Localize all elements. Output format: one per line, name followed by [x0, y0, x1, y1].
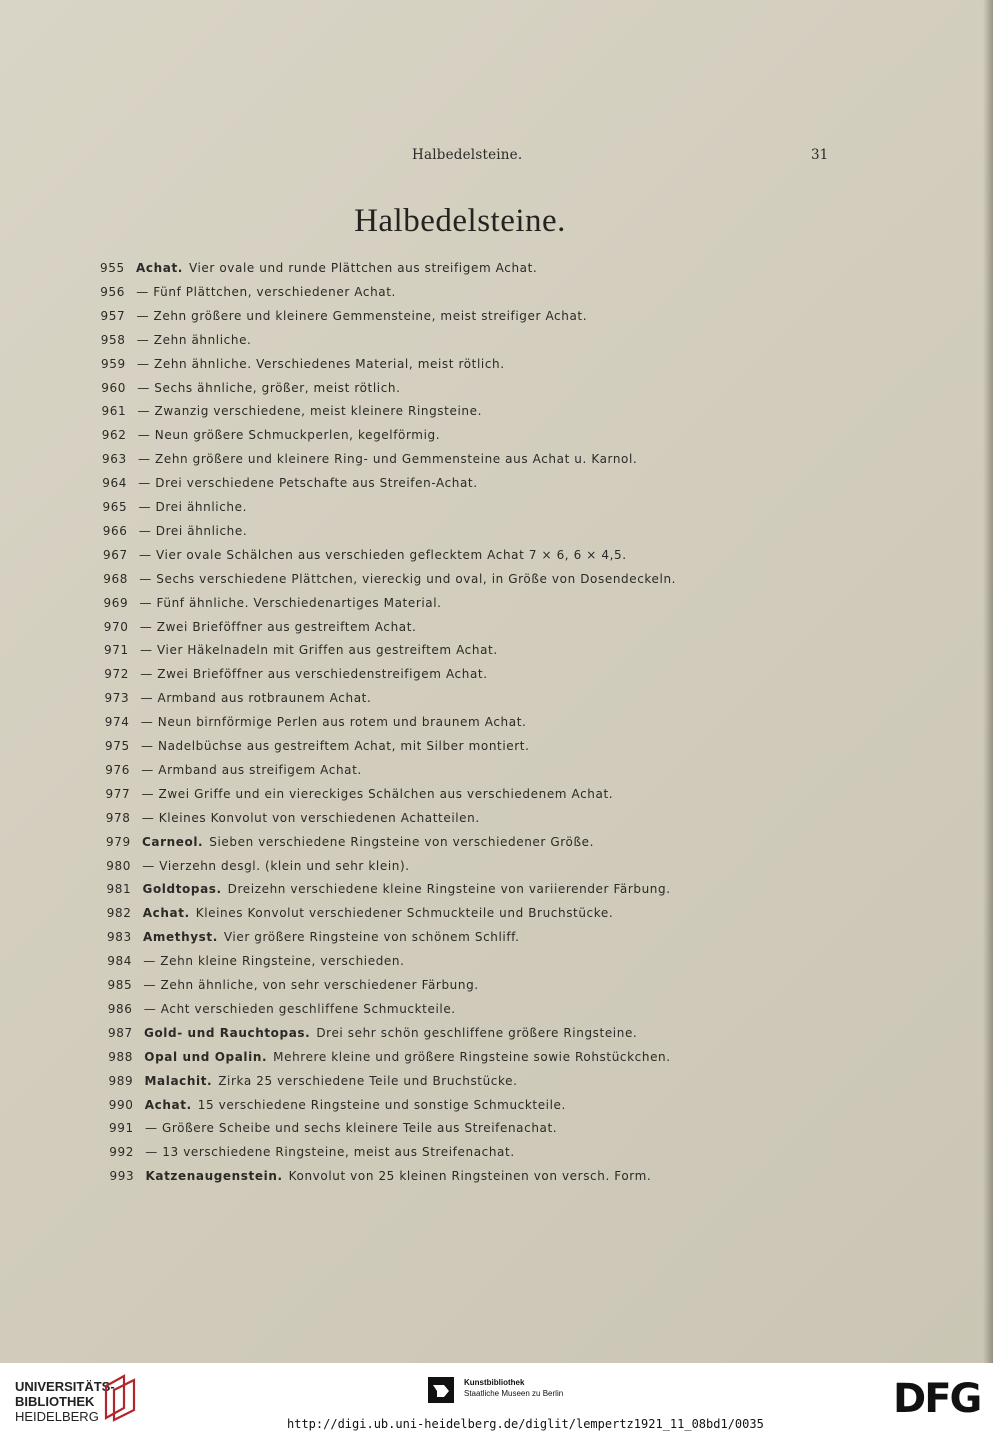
- entry-number: 974: [104, 715, 130, 730]
- entry-text: Kleines Konvolut verschiedener Schmuckteile und Bruchstücke.: [195, 906, 614, 921]
- entry-number: 989: [108, 1073, 134, 1088]
- entry-number: 964: [102, 476, 128, 491]
- entry-lead-term: Achat.: [144, 1097, 192, 1112]
- entry-number: 961: [101, 404, 127, 419]
- catalog-entry: [107, 879, 671, 899]
- catalog-entry: [109, 1095, 566, 1115]
- entry-lead-term: Katzenaugenstein.: [145, 1169, 283, 1184]
- kunstbibliothek-icon: [428, 1377, 454, 1403]
- ub-line-1: UNIVERSITÄTS-: [15, 1379, 115, 1394]
- entry-text: — Acht verschieden geschliffene Schmuckteile.: [143, 1001, 456, 1016]
- catalog-entry: [108, 1023, 637, 1043]
- catalog-entry: [106, 784, 614, 804]
- entry-number: 982: [106, 906, 132, 921]
- entry-text: — Zehn kleine Ringsteine, verschieden.: [143, 954, 405, 969]
- catalog-entry: [105, 712, 527, 732]
- catalog-entry: [107, 951, 404, 971]
- entry-lead-term: Achat.: [136, 261, 183, 275]
- catalog-entry: [102, 449, 637, 469]
- entry-number: 976: [105, 762, 131, 777]
- catalog-entry: [107, 927, 520, 947]
- catalog-entry: [108, 999, 456, 1019]
- entry-number: 991: [109, 1121, 134, 1136]
- entry-number: 970: [103, 619, 129, 634]
- ub-heidelberg-logo[interactable]: [15, 1379, 115, 1424]
- catalog-entry: [110, 1166, 652, 1186]
- catalog-entry: [103, 569, 676, 589]
- entry-number: 956: [100, 284, 126, 299]
- entry-text: — 13 verschiedene Ringsteine, meist aus Streifenachat.: [145, 1145, 515, 1160]
- entry-text: — Zehn größere und kleinere Ring- und Gemmensteine aus Achat u. Karnol.: [138, 452, 638, 467]
- entry-lead-term: Carneol.: [142, 834, 204, 849]
- catalog-entry: [101, 354, 505, 374]
- catalog-entry: [102, 425, 440, 445]
- running-header: Halbedelsteine.: [412, 147, 523, 163]
- entry-number: 984: [107, 954, 133, 969]
- catalog-entry: [102, 401, 482, 421]
- catalog-entry: [100, 258, 537, 278]
- entry-number: 963: [102, 452, 127, 467]
- entry-number: 971: [104, 643, 129, 658]
- catalog-entry: [104, 617, 417, 637]
- entry-number: 965: [102, 500, 128, 514]
- dfg-logo[interactable]: DFG: [893, 1376, 981, 1422]
- entry-number: 985: [107, 978, 133, 992]
- entry-text: — Zehn ähnliche, von sehr verschiedener Färbung.: [143, 978, 479, 992]
- entry-number: 967: [103, 547, 128, 562]
- catalog-entry: [106, 832, 594, 852]
- ub-emblem-icon: [102, 1372, 140, 1422]
- entry-text: — Kleines Konvolut von verschiedenen Achatteilen.: [141, 810, 480, 825]
- entry-text: — Größere Scheibe und sechs kleinere Teile aus Streifenachat.: [145, 1121, 558, 1136]
- catalog-entry: [109, 1071, 518, 1091]
- catalog-entry: [103, 497, 248, 517]
- entry-number: 977: [105, 786, 131, 801]
- catalog-entry: [101, 378, 400, 398]
- catalog-entry: [105, 736, 530, 756]
- entry-text: Mehrere kleine und größere Ringsteine sowie Rohstückchen.: [273, 1049, 671, 1064]
- entry-text: — Armband aus rotbraunem Achat.: [140, 691, 372, 706]
- entry-text: — Neun größere Schmuckperlen, kegelförmig.: [137, 428, 441, 443]
- permalink-url[interactable]: http://digi.ub.uni-heidelberg.de/diglit/lempertz1921_11_08bd1/0035: [287, 1417, 764, 1431]
- catalog-entry: [109, 1142, 514, 1162]
- entry-text: — Fünf ähnliche. Verschiedenartiges Material.: [139, 595, 442, 610]
- entry-lead-term: Opal und Opalin.: [144, 1049, 268, 1064]
- entry-number: 966: [102, 523, 128, 538]
- entry-text: Sieben verschiedene Ringsteine von verschiedener Größe.: [209, 834, 595, 849]
- catalog-entry: [101, 330, 252, 350]
- entry-number: 960: [101, 380, 127, 395]
- entry-lead-term: Malachit.: [144, 1073, 213, 1088]
- entry-number: 981: [106, 882, 132, 897]
- catalog-entry-list: [100, 258, 700, 1258]
- entry-lead-term: Goldtopas.: [142, 882, 222, 897]
- entry-text: Dreizehn verschiedene kleine Ringsteine von variierender Färbung.: [227, 882, 671, 897]
- page-number: 31: [811, 147, 829, 163]
- catalog-entry: [105, 688, 372, 708]
- entry-text: 15 verschiedene Ringsteine und sonstige Schmuckteile.: [197, 1097, 566, 1112]
- entry-number: 979: [106, 834, 131, 849]
- entry-lead-term: Gold- und Rauchtopas.: [144, 1025, 311, 1040]
- entry-number: 987: [108, 1025, 133, 1040]
- entry-text: — Drei ähnliche.: [138, 500, 247, 514]
- entry-number: 955: [100, 261, 125, 275]
- catalog-entry: [103, 545, 627, 565]
- catalog-entry: [104, 593, 442, 613]
- catalog-entry: [106, 808, 480, 828]
- entry-text: — Nadelbüchse aus gestreiftem Achat, mit Silber montiert.: [141, 739, 530, 753]
- entry-text: Vier ovale und runde Plättchen aus streifigem Achat.: [188, 261, 538, 275]
- entry-number: 972: [104, 667, 130, 682]
- catalog-entry: [102, 473, 477, 493]
- entry-text: Vier größere Ringsteine von schönem Schliff.: [223, 930, 520, 945]
- catalog-entry: [106, 856, 409, 876]
- section-title: Halbedelsteine.: [354, 203, 566, 239]
- entry-number: 962: [101, 428, 127, 443]
- entry-number: 986: [107, 1001, 133, 1016]
- entry-number: 969: [103, 595, 129, 610]
- entry-text: — Drei ähnliche.: [138, 523, 248, 538]
- catalog-entry: [104, 640, 498, 660]
- kb-line-1: Kunstbibliothek: [464, 1378, 525, 1387]
- entry-text: — Zehn größere und kleinere Gemmensteine, meist streifiger Achat.: [136, 308, 588, 323]
- entry-number: 983: [107, 930, 132, 945]
- ub-line-2: BIBLIOTHEK: [15, 1394, 95, 1409]
- catalog-entry: [108, 975, 479, 995]
- catalog-entry: [104, 664, 487, 684]
- ub-line-3: HEIDELBERG: [15, 1409, 99, 1424]
- entry-text: — Zwei Brieföffner aus verschiedenstreifigem Achat.: [140, 667, 488, 682]
- catalog-entry: [108, 1047, 670, 1067]
- entry-text: — Vier ovale Schälchen aus verschieden geflecktem Achat 7 × 6, 6 × 4,5.: [139, 547, 627, 562]
- entry-text: — Zwei Griffe und ein viereckiges Schälchen aus verschiedenem Achat.: [141, 786, 614, 801]
- entry-text: — Armband aus streifigem Achat.: [141, 762, 362, 777]
- catalog-entry: [105, 760, 362, 780]
- entry-text: — Zehn ähnliche.: [136, 332, 252, 347]
- entry-text: — Neun birnförmige Perlen aus rotem und braunem Achat.: [140, 715, 527, 730]
- entry-number: 992: [109, 1145, 135, 1160]
- entry-number: 988: [108, 1049, 134, 1064]
- entry-number: 980: [106, 858, 132, 873]
- entry-text: Drei sehr schön geschliffene größere Ringsteine.: [316, 1025, 638, 1040]
- entry-text: — Drei verschiedene Petschafte aus Streifen-Achat.: [138, 476, 478, 491]
- entry-number: 957: [100, 308, 126, 323]
- catalog-entry: [101, 306, 588, 326]
- entry-text: — Vierzehn desgl. (klein und sehr klein).: [142, 858, 410, 873]
- catalog-entry: [109, 1118, 557, 1138]
- entry-number: 975: [105, 739, 130, 753]
- entry-number: 990: [108, 1097, 134, 1112]
- entry-text: — Zwanzig verschiedene, meist kleinere Ringsteine.: [137, 404, 482, 419]
- catalog-entry: [100, 282, 396, 302]
- entry-text: Konvolut von 25 kleinen Ringsteinen von versch. Form.: [288, 1169, 652, 1184]
- entry-lead-term: Amethyst.: [143, 930, 218, 945]
- entry-number: 978: [105, 810, 131, 825]
- entry-text: — Sechs ähnliche, größer, meist rötlich.: [137, 380, 401, 395]
- entry-lead-term: Achat.: [142, 906, 190, 921]
- entry-number: 993: [109, 1169, 135, 1184]
- entry-text: — Sechs verschiedene Plättchen, viereckig und oval, in Größe von Dosendeckeln.: [139, 571, 677, 586]
- catalog-entry: [103, 521, 248, 541]
- page-edge-shadow: [983, 0, 993, 1363]
- entry-text: — Zehn ähnliche. Verschiedenes Material, meist rötlich.: [137, 356, 505, 371]
- catalog-entry: [107, 903, 613, 923]
- entry-text: — Vier Häkelnadeln mit Griffen aus gestreiftem Achat.: [140, 643, 498, 658]
- entry-number: 973: [104, 691, 130, 706]
- kb-line-2: Staatliche Museen zu Berlin: [464, 1389, 564, 1398]
- footer-bar: [0, 1363, 1003, 1436]
- entry-text: — Zwei Brieföffner aus gestreiftem Achat.: [139, 619, 417, 634]
- entry-text: — Fünf Plättchen, verschiedener Achat.: [136, 284, 396, 299]
- entry-text: Zirka 25 verschiedene Teile und Bruchstücke.: [218, 1073, 518, 1088]
- entry-number: 959: [101, 356, 126, 371]
- entry-number: 958: [100, 332, 126, 347]
- entry-number: 968: [103, 571, 129, 586]
